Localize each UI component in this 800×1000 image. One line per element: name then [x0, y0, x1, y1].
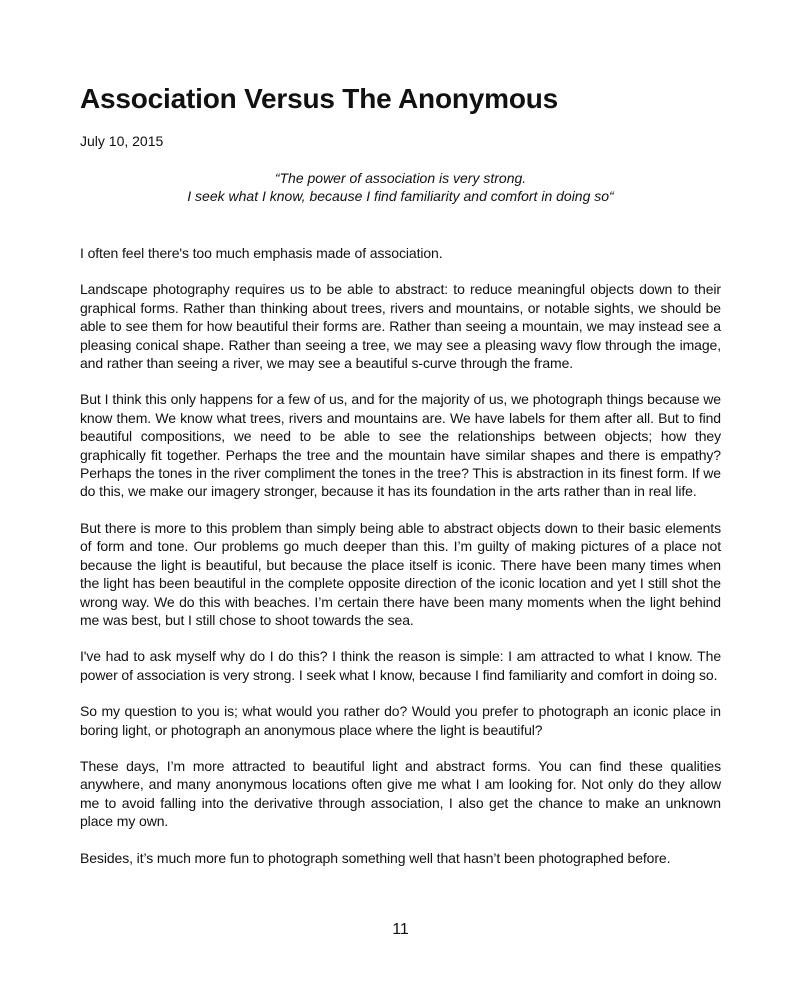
- page-number: 11: [392, 921, 409, 938]
- body-paragraph: I've had to ask myself why do I do this? I think the reason is simple: I am attracted to what I know. The power of association is very strong. I seek what I know, because I find familiarity and comfort in doing so.: [80, 648, 721, 683]
- article-title: Association Versus The Anonymous: [80, 83, 559, 114]
- body-paragraph: But there is more to this problem than simply being able to abstract objects down to their basic elements of form and tone. Our problems go much deeper than this. I’m guilty of making pictures of a place not because the light is beautiful, but because the place itself is iconic. There have been many times when the light has been beautiful in the complete opposite direction of the iconic location and yet I still shot the wrong way. We do this with beaches. I’m certain there have been many moments when the light behind me was best, but I still chose to shoot towards the sea.: [80, 519, 721, 628]
- body-paragraph: These days, I’m more attracted to beautiful light and abstract forms. You can find these qualities anywhere, and many anonymous locations often give me what I am looking for. Not only do they allow me to avoid falling into the derivative through association, I also get the chance to make an unknown place my own.: [80, 757, 721, 830]
- body-paragraph: I often feel there's too much emphasis made of association.: [80, 245, 443, 261]
- body-paragraph: But I think this only happens for a few of us, and for the majority of us, we photograph things because we know them. We know what trees, rivers and mountains are. We have labels for them after all. But to find beautiful compositions, we need to be able to see the relationships between objects; how they graphically fit together. Perhaps the tree and the mountain have similar shapes and there is empathy? Perhaps the tones in the river compliment the tones in the tree? This is abstraction in its finest form. If we do this, we make our imagery stronger, because it has its foundation in the arts rather than in real life.: [80, 391, 721, 500]
- article-date: July 10, 2015: [80, 133, 164, 149]
- body-paragraph: So my question to you is; what would you rather do? Would you prefer to photograph an iconic place in boring light, or photograph an anonymous place where the light is beautiful?: [80, 703, 721, 738]
- pull-quote: [80, 169, 721, 205]
- pull-quote-line: “The power of association is very strong.: [274, 170, 527, 186]
- body-paragraph: Landscape photography requires us to be able to abstract: to reduce meaningful objects down to their graphical forms. Rather than thinking about trees, rivers and mountains, or notable sights, we should be able to see them for how beautiful their forms are. Rather than seeing a mountain, we may instead see a pleasing conical shape. Rather than seeing a tree, we may see a pleasing wavy flow through the image, and rather than seeing a river, we may see a beautiful s-curve through the frame.: [80, 281, 721, 372]
- pull-quote-line: I seek what I know, because I find familiarity and comfort in doing so“: [187, 188, 614, 204]
- body-paragraph: Besides, it’s much more fun to photograph something well that hasn’t been photographed before.: [80, 849, 671, 866]
- document-page: [80, 0, 721, 1000]
- article-body: [80, 244, 721, 885]
